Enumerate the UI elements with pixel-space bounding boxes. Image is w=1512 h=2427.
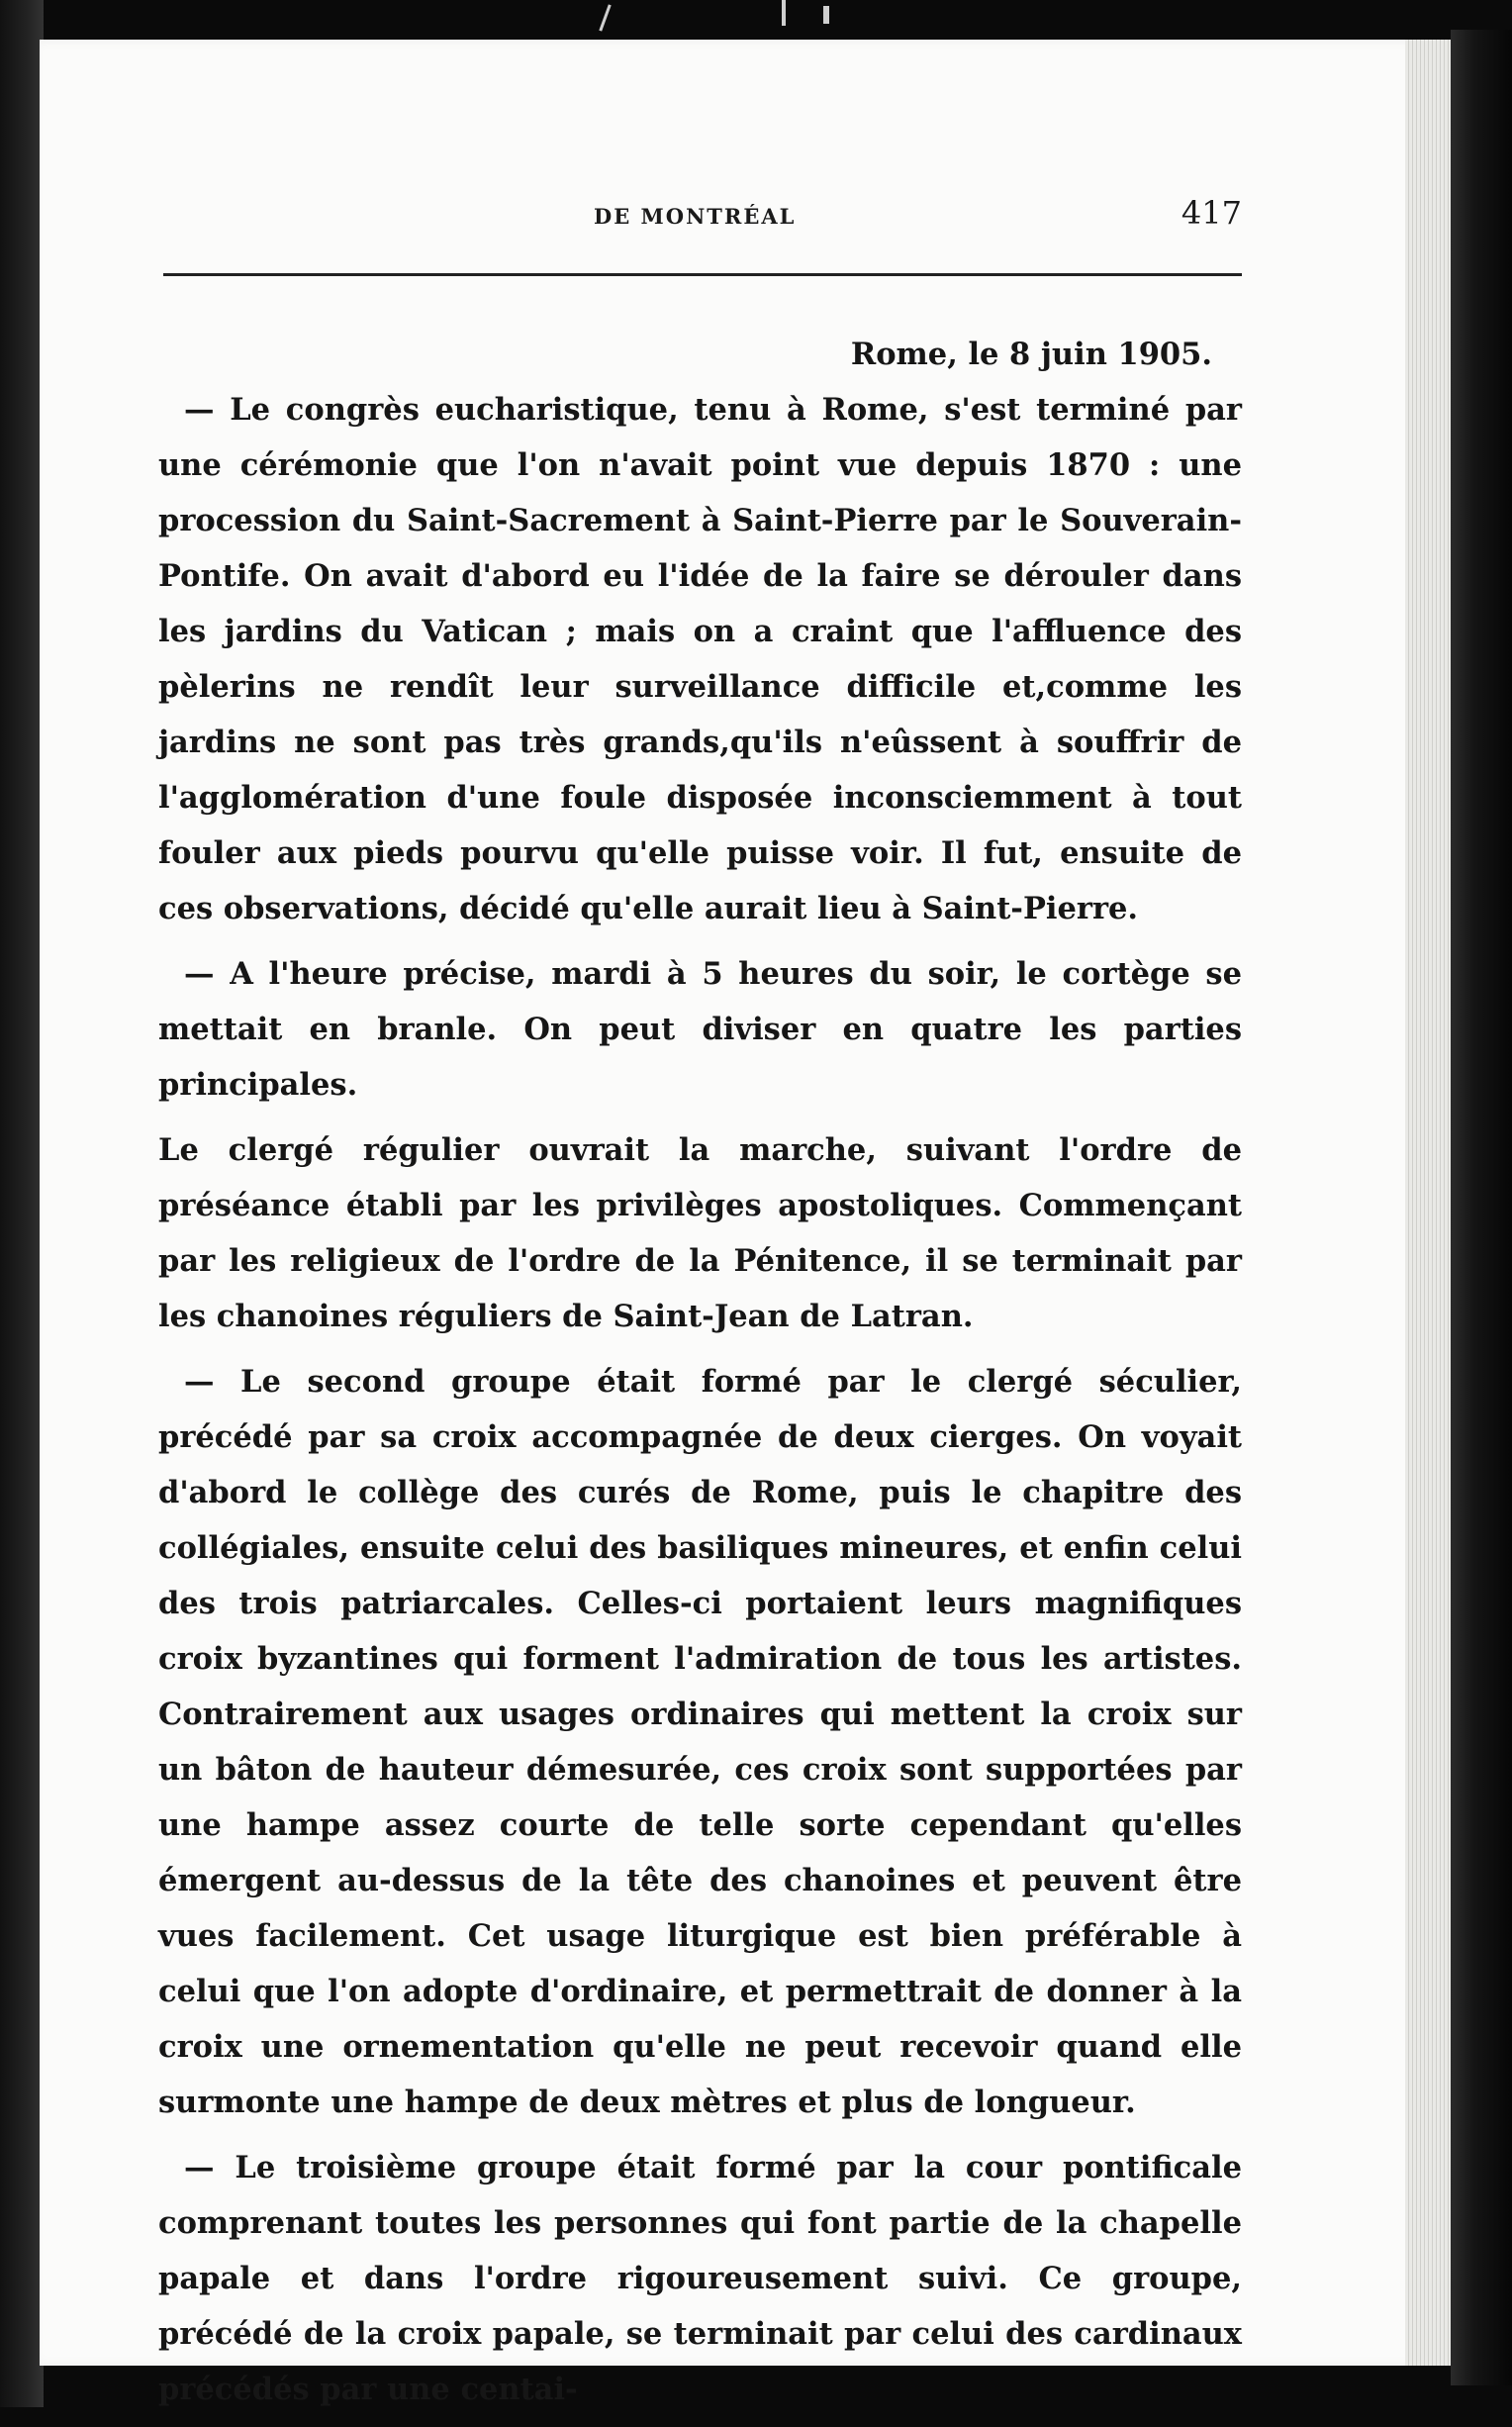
header-rule: [163, 273, 1242, 276]
running-head: DE MONTRÉAL: [594, 204, 797, 229]
book-binding-right: [1451, 30, 1512, 2385]
dateline: Rome, le 8 juin 1905.: [850, 337, 1212, 372]
paragraph-4: — Le second groupe était formé par le clergé séculier, précédé par sa croix accompagnée de deux cierges. On voyait d'abord le collège des curés de Rome, puis le chapitre des collégiales, ensuite celui des basiliques mineures, et enfin celui des trois patriarcales. Celles-ci portaient leurs magnifiques croix byzantines qui forment l'admiration de tous les artistes. Contrairement aux usages ordinaires qui mettent la croix sur un bâton de hauteur démesurée, ces croix sont supportées par une hampe assez courte de telle sorte cependant qu'elles émergent au-dessus de la tête des chanoines et peuvent être vues facilement. Cet usage liturgique est bien préférable à celui que l'on adopte d'ordinaire, et permettrait de donner à la croix une ornementation qu'elle ne peut recevoir quand elle surmonte une hampe de deux mètres et plus de longueur.: [158, 1364, 1242, 2120]
paragraph-1: — Le congrès eucharistique, tenu à Rome, s'est terminé par une cérémonie que l'on n'avait point vue depuis 1870 : une procession du Saint-Sacrement à Saint-Pierre par le Souverain-Pontife. On avait d'abord eu l'idée de la faire se dérouler dans les jardins du Vatican ; mais on a craint que l'affluence des pèlerins ne rendît leur surveillance difficile et,comme les jardins ne sont pas très grands,qu'ils n'eûssent à souffrir de l'agglomération d'une foule disposée inconsciemment à tout fouler aux pieds pourvu qu'elle puisse voir. Il fut, ensuite de ces observations, décidé qu'elle aurait lieu à Saint-Pierre.: [158, 392, 1242, 926]
page-header: [163, 194, 1242, 249]
paragraph-3: Le clergé régulier ouvrait la marche, suivant l'ordre de préséance établi par les privilèges apostoliques. Commençant par les religieux de l'ordre de la Pénitence, il se terminait par les chanoines réguliers de Saint-Jean de Latran.: [158, 1132, 1242, 1334]
page-edges: [1405, 40, 1455, 2366]
paragraph-2: — A l'heure précise, mardi à 5 heures du soir, le cortège se mettait en branle. On peut diviser en quatre les parties principales.: [158, 956, 1242, 1103]
top-edge-marks: [594, 0, 851, 40]
body-text: [158, 327, 1242, 2427]
paragraph-5: — Le troisième groupe était formé par la cour pontificale comprenant toutes les personnes qui font partie de la chapelle papale et dans l'ordre rigoureusement suivi. Ce groupe, précédé de la croix papale, se terminait par celui des cardinaux précédés par une centai-: [158, 2150, 1242, 2407]
page-number: 417: [1181, 194, 1242, 232]
book-binding-left: [0, 0, 44, 2407]
